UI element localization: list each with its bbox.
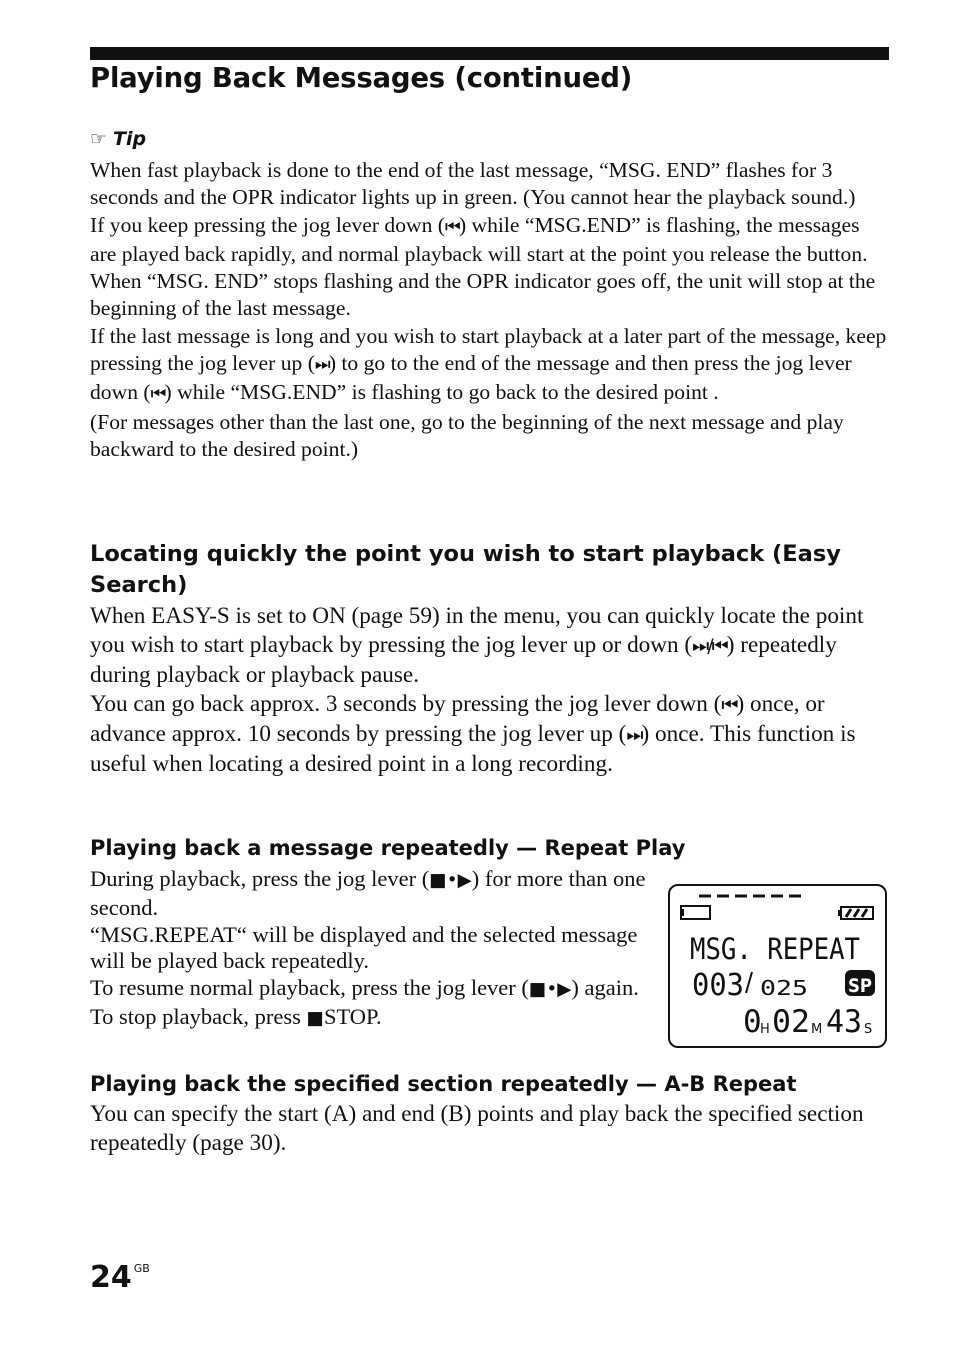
message-total: 025: [760, 976, 808, 1000]
message-number: 003: [692, 968, 744, 1003]
easy-search-heading: Locating quickly the point you wish to start playback (Easy Search): [90, 541, 841, 598]
previous-icon: ⏮: [150, 384, 165, 405]
previous-icon: ⏮: [445, 216, 459, 237]
page-suffix: GB: [133, 1262, 150, 1275]
next-icon: ⏭: [626, 724, 642, 746]
stop-play-icon: ■•▶: [429, 870, 472, 891]
ab-repeat-body: You can specify the start (A) and end (B) points and play back the specified section repeatedly (page 30).: [90, 1101, 864, 1156]
next-icon: ⏭: [314, 355, 329, 376]
lcd-display: [668, 884, 887, 1048]
easy-search-body: [90, 602, 890, 779]
repeat-play-body: [90, 866, 650, 1033]
display-message-line: MSG. REPEAT: [690, 932, 860, 966]
tip-paragraph-3: If the last message is long and you wish to start playback at a later part of the message, keep pressing the jog lever up (⏭) to go to the end of the message and then press the jog lever down (⏮) while “MSG.END” is flashing to go back to the desired point .: [90, 323, 887, 405]
tip-label: [90, 128, 146, 150]
time-minutes: 02: [772, 1004, 810, 1040]
previous-icon: ⏮: [721, 694, 737, 716]
page-number: 24 $^{GB}$: [90, 1260, 150, 1295]
time-hours: 0: [743, 1004, 762, 1040]
ab-repeat-heading: Playing back the specified section repeatedly — A-B Repeat: [90, 1072, 797, 1096]
next-previous-icon: ⏭/⏮: [692, 635, 727, 657]
repeat-play-paragraph-1: During playback, press the jog lever (■•▶) for more than one second.: [90, 866, 646, 920]
repeat-play-heading: Playing back a message repeatedly — Repeat Play: [90, 836, 686, 860]
repeat-play-paragraph-2: “MSG.REPEAT“ will be displayed and the selected message will be played back repeatedly.: [90, 921, 638, 974]
tip-paragraph-2: If you keep pressing the jog lever down (⏮) while “MSG.END” is flashing, the messages are played back rapidly, and normal playback will start at the point you release the button. When “MSG. END” stops flashing and the OPR indicator goes off, the unit will stop at the beginning of the last message.: [90, 212, 876, 321]
tip-label-text: Tip: [113, 128, 147, 150]
pointing-hand-icon: ☞: [90, 128, 108, 150]
stop-icon: ■: [306, 1007, 324, 1029]
page-title: Playing Back Messages (continued): [90, 62, 633, 94]
tip-paragraph-4: (For messages other than the last one, go to the beginning of the next message and play backward to the desired point.): [90, 409, 844, 461]
tip-paragraph-1: When fast playback is done to the end of the last message, “MSG. END” flashes for 3 seconds and the OPR indicator lights up in green. (You cannot hear the playback sound.): [90, 158, 856, 210]
time-minutes-unit: M: [811, 1022, 823, 1037]
tip-body: [90, 157, 890, 463]
time-seconds: 43: [826, 1004, 862, 1040]
repeat-play-paragraph-3: To resume normal playback, press the jog lever (■•▶) again. To stop playback, press ■STOP.: [90, 975, 639, 1029]
sp-mode-text: SP: [848, 975, 873, 997]
time-seconds-unit: S: [864, 1022, 873, 1037]
easy-search-paragraph-2: You can go back approx. 3 seconds by pressing the jog lever down (⏮) once, or advance approx. 10 seconds by pressing the jog lever up (⏭) once. This function is useful when locating a desired point in a long recording.: [90, 691, 856, 777]
easy-search-paragraph-1: When EASY-S is set to ON (page 59) in the menu, you can quickly locate the point you wish to start playback by pressing the jog lever up or down (⏭/⏮) repeatedly during playback or playback pause.: [90, 603, 864, 688]
time-hours-unit: H: [760, 1022, 770, 1037]
header-rule: [90, 47, 889, 60]
stop-play-icon: ■•▶: [528, 979, 572, 1001]
